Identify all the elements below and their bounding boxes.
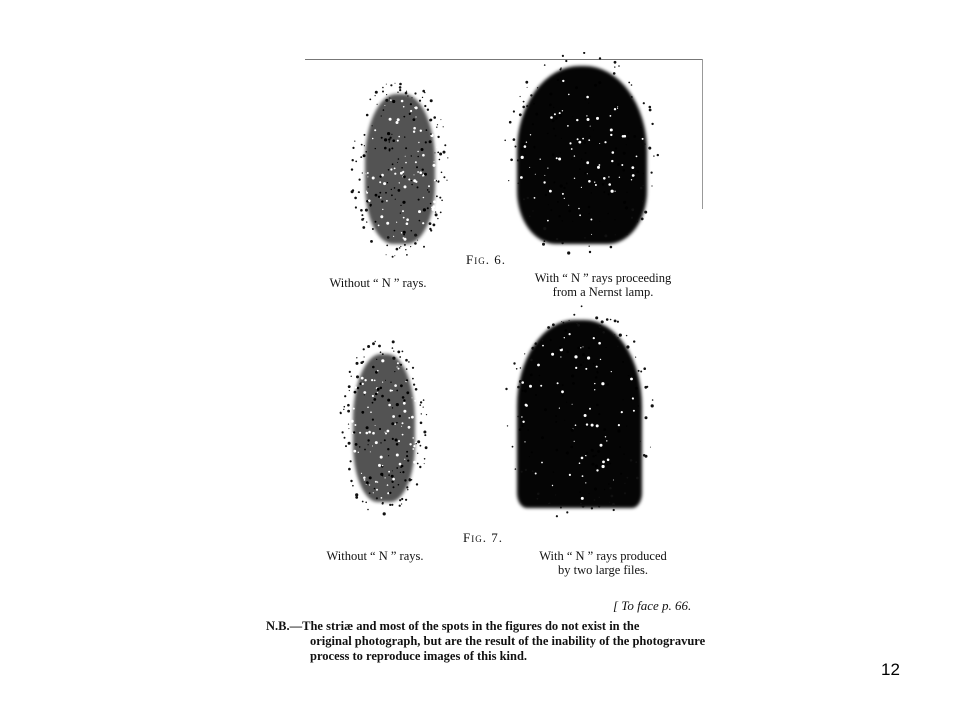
nota-bene-lead: N.B.—The striæ and most of the spots in the figures do not exist in the [266, 619, 640, 633]
scanned-page [266, 52, 723, 672]
nota-bene [266, 619, 716, 664]
fig7-left-caption: Without “ N ” rays. [326, 549, 424, 563]
fig6-left-caption: Without “ N ” rays. [329, 276, 427, 290]
fig6-right-caption: With “ N ” rays proceeding from a Nernst lamp. [534, 271, 672, 299]
speckle-texture [283, 52, 723, 672]
fig7-right-caption: With “ N ” rays produced by two large files. [539, 549, 667, 577]
fig7-label: Fig. 7. [463, 530, 503, 545]
fig6-label: Fig. 6. [466, 252, 506, 267]
nota-bene-rest: original photograph, but are the result of the inability of the photogravure process to reproduce images of this kind. [310, 634, 706, 663]
page-number: 12 [881, 660, 900, 679]
facing-page-note: [ To face p. 66. [613, 598, 692, 613]
